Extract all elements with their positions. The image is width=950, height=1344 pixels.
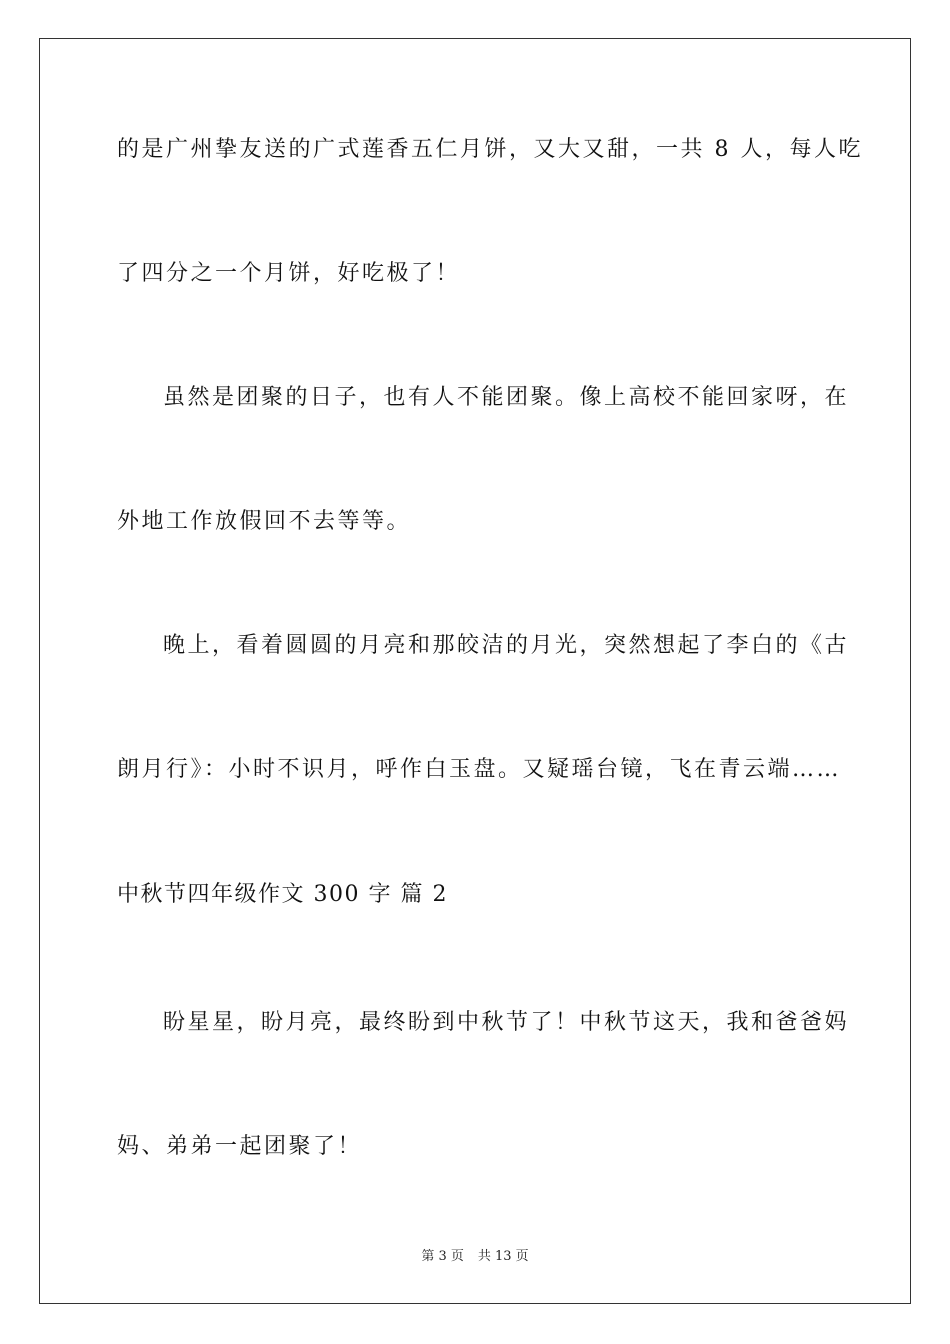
page-border: [39, 38, 911, 1304]
paragraph-line: 的是广州挚友送的广式莲香五仁月饼，又大又甜，一共 8 人，每人吃: [117, 137, 863, 162]
section-heading: 中秋节四年级作文 300 字 篇 2: [117, 882, 448, 907]
current-page-number: 第 3 页: [421, 1249, 464, 1264]
paragraph-line: 妈、弟弟一起团聚了！: [117, 1134, 363, 1159]
paragraph-line: 虽然是团聚的日子，也有人不能团聚。像上高校不能回家呀，在: [163, 385, 850, 410]
paragraph-line: 朗月行》：小时不识月，呼作白玉盘。又疑瑶台镜，飞在青云端……: [117, 757, 842, 782]
total-page-count: 共 13 页: [477, 1249, 529, 1264]
paragraph-line: 了四分之一个月饼，好吃极了！: [117, 261, 461, 286]
paragraph-line: 盼星星，盼月亮，最终盼到中秋节了！中秋节这天，我和爸爸妈: [163, 1010, 850, 1035]
paragraph-line: 晚上，看着圆圆的月亮和那皎洁的月光，突然想起了李白的《古: [163, 633, 850, 658]
page-footer: [0, 1248, 950, 1266]
paragraph-line: 外地工作放假回不去等等。: [117, 509, 412, 534]
